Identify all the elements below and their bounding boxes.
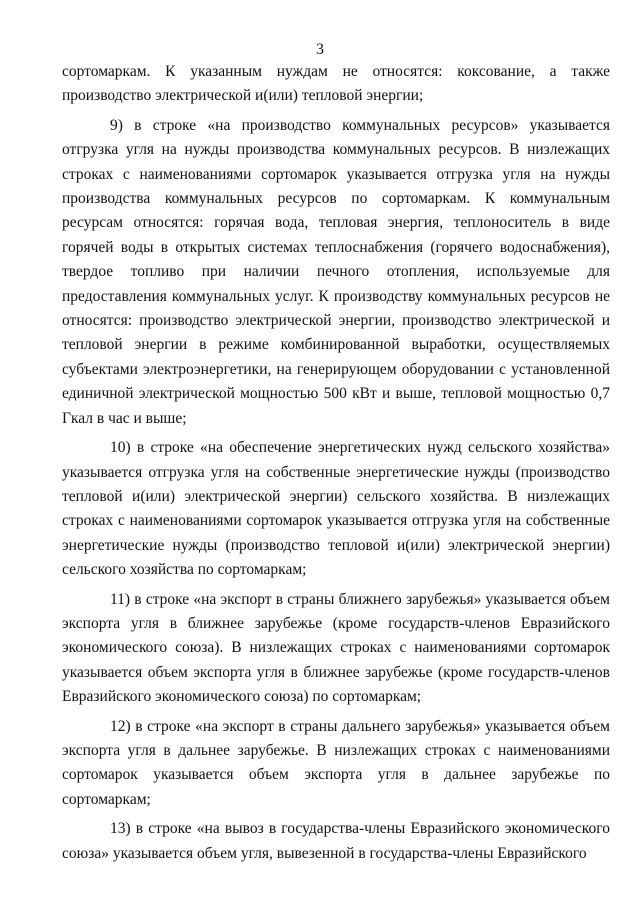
paragraph-item-13: 13) в строке «на вывоз в государства-члены Евразийского экономического союза» указывается объем угля, вывезенной в государства-члены Евразийского: [62, 820, 610, 862]
paragraph-continuation: сортомаркам. К указанным нуждам не относятся: коксование, а также производство электрической и(или) тепловой энергии;: [62, 63, 610, 105]
paragraph-item-11: 11) в строке «на экспорт в страны ближнего зарубежья» указывается объем экспорта угля в ближнее зарубежье (кроме государств-членов Евразийского экономического союза). В низлежащих строках с наименованиями сортомарок указывается объем экспорта угля в ближнее зарубежье (кроме государств-членов Евразийского экономического союза) по сортомаркам;: [62, 590, 610, 706]
paragraph-item-12: 12) в строке «на экспорт в страны дальнего зарубежья» указывается объем экспорта угля в дальнее зарубежье. В низлежащих строках с наименованиями сортомарок указывается объем экспорта угля в дальнее зарубежье по сортомаркам;: [62, 717, 610, 808]
page-number: 3: [316, 41, 324, 58]
paragraph-item-10: 10) в строке «на обеспечение энергетических нужд сельского хозяйства» указывается отгрузка угля на собственные энергетические нужды (производство тепловой и(или) электрической энергии) сельского хозяйства. В низлежащих строках с наименованиями сортомарок указывается отгрузка угля на собственные энергетические нужды (производство тепловой и(или) электрической энергии) сельского хозяйства по сортомаркам;: [62, 439, 610, 579]
paragraph-item-9: 9) в строке «на производство коммунальных ресурсов» указывается отгрузка угля на нужды производства коммунальных ресурсов. В низлежащих строках с наименованиями сортомарок указывается отгрузка угля на нужды производства коммунальных ресурсов по сортомаркам. К коммунальным ресурсам относятся: горячая вода, тепловая энергия, теплоноситель в виде горячей воды в открытых системах теплоснабжения (горячего водоснабжения), твердое топливо при наличии печного отопления, используемые для предоставления коммунальных услуг. К производству коммунальных ресурсов не относятся: производство электрической энергии, производство электрической и тепловой энергии в режиме комбинированной выработки, осуществляемых субъектами электроэнергетики, на генерирующем оборудовании с установленной единичной электрической мощностью 500 кВт и выше, тепловой мощностью 0,7 Гкал в час и выше;: [62, 116, 610, 427]
document-body: [62, 60, 610, 871]
